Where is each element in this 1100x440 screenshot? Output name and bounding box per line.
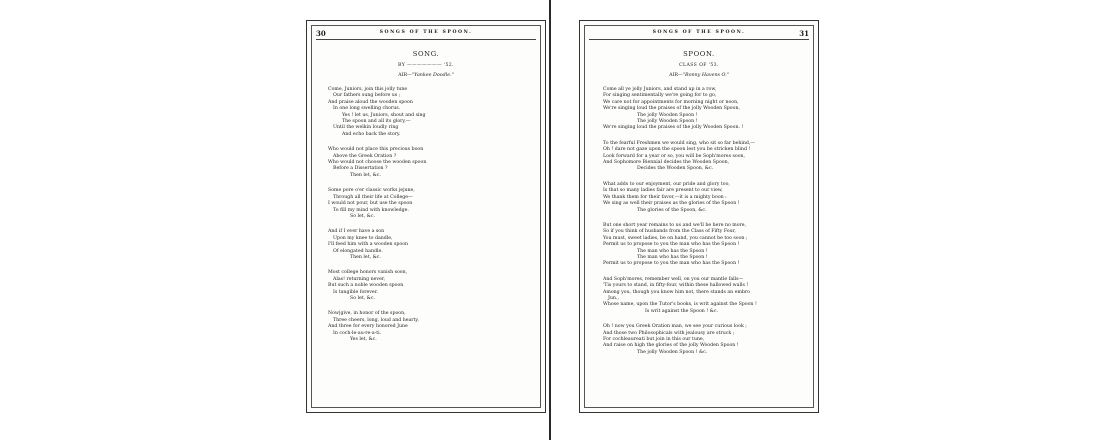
stanza: [589, 141, 809, 173]
verse-line: The jolly Wooden Spoon !: [637, 112, 698, 118]
verse-line: Among you, though you know him not, there stands an embro: [603, 289, 750, 295]
stanza: [589, 182, 809, 214]
verse-line: We're singing loud the praises of the jolly Wooden Spoon,: [603, 106, 740, 112]
stanza: [316, 229, 536, 261]
verse-line: And if I ever have a son: [328, 229, 385, 235]
verse-line: Oh ! dare not gaze upon the spoon lest you be stricken blind !: [603, 147, 751, 153]
stanzas: [316, 87, 536, 343]
running-head: SONGS OF THE SPOON.: [652, 30, 746, 35]
stanzas: [589, 87, 809, 356]
song-air: [589, 73, 809, 78]
stanza: [316, 147, 536, 179]
song-title: SPOON.: [683, 50, 715, 58]
verse-line: Is that so many ladies fair are present to our view,: [603, 188, 723, 194]
stanza: [589, 87, 809, 132]
verse-line: To the fearful Freshmen we would sing, who sit so far behind,—: [603, 140, 756, 146]
verse-line: Permit us to propose to you the man who has the Spoon !: [603, 242, 740, 248]
song-byline: BY ——————— '52.: [398, 63, 454, 68]
air-tune: Bonny Havens O.: [685, 73, 727, 78]
verse-line: And praise aloud the wooden spoon: [328, 99, 413, 105]
verse-line: But one short year remains to us and we'll be here no more,: [603, 222, 747, 228]
song-air: [316, 73, 536, 78]
verse-line: Then let, &c.: [350, 254, 381, 260]
verse-line: So if you think of husbands from the Class of Fifty Four,: [603, 229, 736, 235]
verse-line: Alas! returning never,: [333, 276, 386, 282]
verse-line: For singing sentimentally we're going for to go,: [603, 93, 717, 99]
verse-line: The jolly Wooden Spoon ! &c.: [637, 349, 708, 355]
verse-line: Whose name, upon the Tutor's books, is writ against the Spoon !: [603, 302, 757, 308]
verse-line: Then let, &c.: [350, 172, 381, 178]
verse-line: The glories of the Spoon, &c.: [637, 207, 707, 213]
verse-line: Yes ! let us, Juniors, shout and sing: [342, 112, 426, 118]
verse-line: And those two Philosophicals with jealousy are struck ;: [603, 330, 735, 336]
page-header: [316, 29, 536, 40]
running-head: SONGS OF THE SPOON.: [379, 30, 473, 35]
stanza: [589, 277, 809, 315]
verse-line: And three for every honored June: [328, 324, 408, 330]
page-number: 30: [316, 29, 326, 38]
verse-line: Of elongated handle.: [333, 248, 383, 254]
verse-line: To fill my mind with knowledge.: [333, 207, 409, 213]
air-suffix: ": [451, 73, 454, 78]
air-tune: Yankee Doodle.: [414, 73, 452, 78]
right-page: [579, 20, 819, 413]
stanza: [316, 270, 536, 302]
verse-line: I would not pour, but use the spoon: [328, 201, 413, 207]
page-header: [589, 29, 809, 40]
stanza: [589, 324, 809, 356]
verse-line: Who would not choose the wooden spoon: [328, 160, 427, 166]
verse-line: Yes let, &c.: [350, 337, 377, 342]
verse-line: Three cheers, long, loud and hearty,: [333, 317, 419, 323]
air-prefix: AIR—": [669, 73, 686, 78]
verse-line: 'Tis yours to stand, in fifty-four, within these hallowed walls !: [603, 283, 749, 289]
verse-line: We sing as well their praises as the glories of the Spoon !: [603, 201, 740, 207]
verse-line: Come all ye jolly Juniors, and stand up in a row,: [603, 87, 717, 92]
stanza: [316, 311, 536, 343]
verse-line: Through all their life at College—: [333, 194, 413, 200]
air-suffix: ": [726, 73, 729, 78]
verse-line: Is tangible forever.: [333, 289, 378, 295]
song-title: SONG.: [412, 50, 440, 58]
stanza: [316, 188, 536, 220]
air-prefix: AIR—": [398, 73, 415, 78]
verse-line: The man who has the Spoon !: [637, 254, 708, 260]
verse-line: Oh ! now you Greek Oration man, we see your curious look ;: [603, 324, 747, 330]
verse-line: Come, Juniors, join this jolly tune: [328, 87, 408, 92]
verse-line: I'll feed him with a wooden spoon: [328, 242, 409, 248]
song-byline: CLASS OF '53.: [679, 63, 719, 68]
verse-line: The man who has the Spoon !: [637, 248, 708, 254]
verse-line: We thank them for their favor,—it is a mighty boon :: [603, 194, 727, 200]
verse-line: Decides the Wooden Spoon, &c.: [637, 166, 714, 172]
page-number: 31: [799, 29, 809, 38]
verse-line: And Soph'mores, remember well, on you our mantle falls—: [603, 276, 744, 282]
verse-line: We're singing loud the praises of the jolly Wooden Spoon. !: [603, 125, 744, 131]
verse-line: Before a Dissertation ?: [333, 166, 388, 172]
verse-line: In one long swelling chorus.: [333, 106, 401, 112]
verse-line: Most college honors vanish soon,: [328, 270, 408, 276]
verse-line: Is writ against the Spoon ! &c.: [645, 308, 718, 314]
verse-line: We care not for appointments for morning night or noon,: [603, 99, 739, 105]
verse-line: Now|give, in honor of the spoon,: [328, 311, 406, 317]
verse-line: So let, &c.: [350, 213, 375, 219]
verse-line: Some pore o'er classic works jejune,: [328, 188, 415, 194]
verse-line: And echo back the story.: [342, 131, 401, 137]
verse-line: And raise on high the glories of the jolly Wooden Spoon !: [603, 343, 739, 349]
verse-line: The jolly Wooden Spoon !: [637, 119, 698, 125]
stanza: [589, 223, 809, 268]
verse-line: Permit us to propose to you the man who has the Spoon !: [603, 261, 740, 267]
verse-line: Upon my knee to dandle,: [333, 235, 393, 241]
verse-line: Above the Greek Oration ?: [333, 153, 397, 159]
verse-line: So let, &c.: [350, 295, 375, 301]
verse-line: For cochleaureati but join in this our tune,: [603, 337, 705, 342]
verse-line: The spoon and all its glory,—: [342, 119, 411, 125]
verse-line: You must, sweet ladies, be on hand, you cannot be too soon ;: [603, 235, 748, 241]
verse-line: But such a noble wooden spoon: [328, 283, 404, 289]
verse-line: Our fathers sung before us ;: [333, 93, 401, 99]
verse-line: In coch-le-au-re-a-ti.: [333, 330, 382, 336]
verse-line: What adds to our enjoyment, our pride and glory too,: [603, 181, 730, 187]
left-page: [306, 20, 546, 413]
verse-line: Look forward for a year or so, you will be Soph'mores soon,: [603, 153, 746, 159]
verse-line: And Sophomore Biennial decides the Wooden Spoon,: [603, 160, 730, 166]
verse-line: Jun.,: [608, 295, 619, 301]
book-gutter: [549, 0, 551, 440]
verse-line: Who would not place this precious boon: [328, 147, 424, 153]
stanza: [316, 87, 536, 138]
verse-line: Until the welkin loudly ring: [333, 125, 399, 131]
